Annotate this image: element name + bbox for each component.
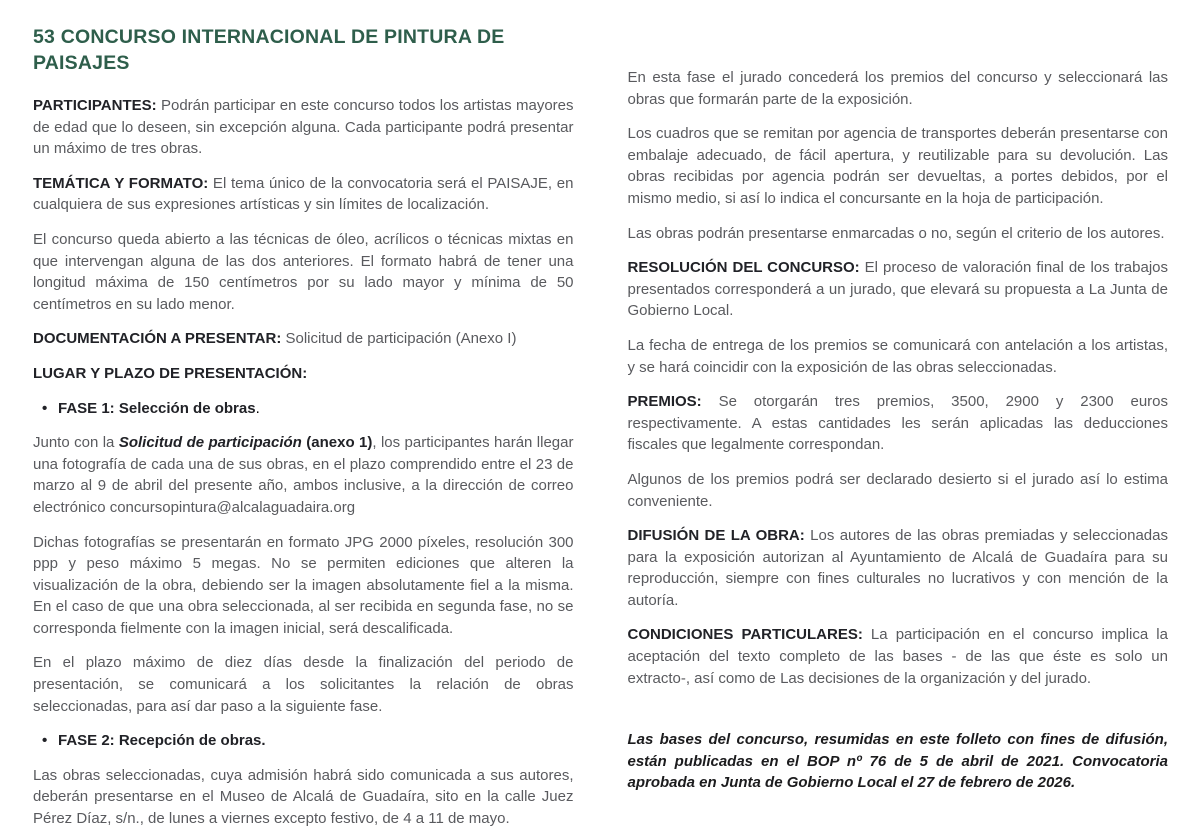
footer-legal-note: Las bases del concurso, resumidas en este folleto con fines de difusión, están publicadas en el BOP nº 76 de 5 de abril de 2021. Convocatoria aprobada en Junta de Gobierno Local el 27 de febrero de 2026. — [627, 731, 1168, 792]
section-documentacion-label: DOCUMENTACIÓN A PRESENTAR: — [33, 330, 282, 348]
paragraph-tecnicas — [33, 229, 574, 315]
paragraph-fecha-entrega-text: La fecha de entrega de los premios se comunicará con antelación a los artistas, y se hará coincidir con la exposición de las obras seleccionadas. — [627, 336, 1168, 376]
paragraph-fotografias — [33, 532, 574, 640]
paragraph-recepcion-text: Las obras seleccionadas, cuya admisión habrá sido comunicada a sus autores, deberán presentarse en el Museo de Alcalá de Guadaíra, sito en la calle Juez Pérez Díaz, s/n., de lunes a viernes excepto festivo, de 4 a 11 de mayo. — [33, 766, 574, 828]
section-lugar-plazo — [33, 363, 574, 385]
paragraph-enmarcadas-text: Las obras podrán presentarse enmarcadas o no, según el criterio de los autores. — [627, 224, 1165, 242]
section-difusion — [628, 525, 1169, 611]
paragraph-tecnicas-text: El concurso queda abierto a las técnicas de óleo, acrílicos o técnicas mixtas en que intervengan alguna de las dos anteriores. El formato habrá de tener una longitud máxima de 150 centímetros por su lado mayor y mínima de 50 centímetros en su lado menor. — [33, 230, 574, 313]
bullet-icon: • — [42, 732, 48, 750]
solicitud-participacion-emphasis: Solicitud de participación — [118, 434, 302, 452]
list-item-fase1 — [33, 398, 574, 420]
section-premios — [628, 391, 1169, 456]
section-resolucion-text: El proceso de valoración final de los trabajos presentados corresponderá a un jurado, que elevará su propuesta a La Junta de Gobierno Local. — [627, 259, 1168, 320]
solicitud-pre-text: Junto con la — [33, 434, 119, 452]
section-documentacion — [33, 328, 574, 350]
email-address: concursopintura@alcalaguadaira.org — [109, 498, 356, 516]
paragraph-cuadros-transporte-text: Los cuadros que se remitan por agencia de transportes deberán presentarse con embalaje adecuado, de fácil apertura, y reutilizable para su devolución. Las obras recibidas por agencia podrán ser devueltas, a portes debidos, por el mismo medio, si así lo indica el concursante en la hoja de participación. — [627, 125, 1168, 207]
list-item-fase2 — [33, 730, 574, 752]
section-tematica-text: El tema único de la convocatoria será el PAISAJE, en cualquiera de sus expresiones artísticas y sin límites de localización. — [33, 174, 574, 214]
section-lugar-plazo-label: LUGAR Y PLAZO DE PRESENTACIÓN: — [33, 364, 308, 382]
paragraph-fase-jurado-text: En esta fase el jurado concederá los premios del concurso y seleccionará las obras que formarán parte de la exposición. — [627, 69, 1168, 108]
section-condiciones-label: CONDICIONES PARTICULARES: — [627, 626, 863, 644]
section-resolucion-label: RESOLUCIÓN DEL CONCURSO: — [627, 259, 860, 277]
section-participantes-text: Podrán participar en este concurso todos los artistas mayores de edad que lo deseen, sin excepción alguna. Cada participante podrá presentar un máximo de tres obras. — [33, 97, 574, 158]
paragraph-enmarcadas — [628, 223, 1169, 245]
left-column — [33, 22, 574, 828]
section-condiciones-text: La participación en el concurso implica la aceptación del texto completo de las bases - de las que éste es solo un extracto-, así como de Las decisiones de la organización y del jurado. — [627, 626, 1168, 687]
fase1-label: FASE 1: Selección de obras — [58, 399, 256, 417]
section-premios-label: PREMIOS: — [627, 393, 702, 411]
paragraph-plazo-maximo-text: En el plazo máximo de diez días desde la finalización del periodo de presentación, se comunicará a los solicitantes la relación de obras seleccionadas, para así dar paso a la siguiente fase. — [33, 654, 574, 715]
section-participantes-label: PARTICIPANTES: — [33, 97, 157, 114]
paragraph-fotografias-text: Dichas fotografías se presentarán en formato JPG 2000 píxeles, resolución 300 ppp y peso máximo 5 megas. No se permiten ediciones que alteren la visualización de la obra, debiendo ser la imagen absolutamente fiel a la misma. En el caso de que una obra seleccionada, al ser recibida en segunda fase, no se corresponda fielmente con la imagen inicial, será descalificada. — [33, 533, 574, 637]
paragraph-desierto — [628, 469, 1169, 512]
section-resolucion — [628, 257, 1169, 322]
section-tematica-label: TEMÁTICA Y FORMATO: — [33, 174, 209, 192]
paragraph-fecha-entrega — [628, 335, 1169, 378]
fase2-label: FASE 2: Recepción de obras. — [58, 732, 266, 750]
section-tematica-formato — [33, 173, 574, 216]
section-difusion-text: Los autores de las obras premiadas y seleccionadas para la exposición autorizan al Ayuntamiento de Alcalá de Guadaíra para su reproducción, siempre con fines culturales no lucrativos y con mención de la autoría. — [627, 527, 1168, 609]
right-column — [628, 22, 1169, 822]
paragraph-recepcion — [33, 765, 574, 830]
paragraph-plazo-maximo — [33, 652, 574, 717]
paragraph-fase-jurado — [628, 67, 1169, 110]
fase1-period: . — [255, 399, 260, 417]
anexo1-emphasis: (anexo 1) — [301, 434, 373, 452]
paragraph-cuadros-transporte — [628, 123, 1169, 209]
section-premios-text: Se otorgarán tres premios, 3500, 2900 y 2300 euros respectivamente. A estas cantidades les serán aplicadas las deducciones fiscales que legalmente correspondan. — [627, 393, 1168, 454]
section-documentacion-text: Solicitud de participación (Anexo I) — [281, 330, 517, 348]
solicitud-post-text: , los participantes harán llegar una fotografía de cada una de sus obras, en el plazo comprendido entre el 23 de marzo al 9 de abril del presente año, ambos inclusive, a la dirección de correo electrónico — [33, 434, 574, 516]
paragraph-solicitud — [33, 432, 574, 518]
paragraph-desierto-text: Algunos de los premios podrá ser declarado desierto si el jurado así lo estima conveniente. — [627, 470, 1168, 510]
page-title: 53 CONCURSO INTERNACIONAL DE PINTURA DE PAISAJES — [33, 26, 505, 74]
section-condiciones — [628, 624, 1169, 689]
section-difusion-label: DIFUSIÓN DE LA OBRA: — [627, 527, 805, 545]
section-participantes — [33, 95, 574, 160]
bullet-icon: • — [42, 399, 48, 417]
